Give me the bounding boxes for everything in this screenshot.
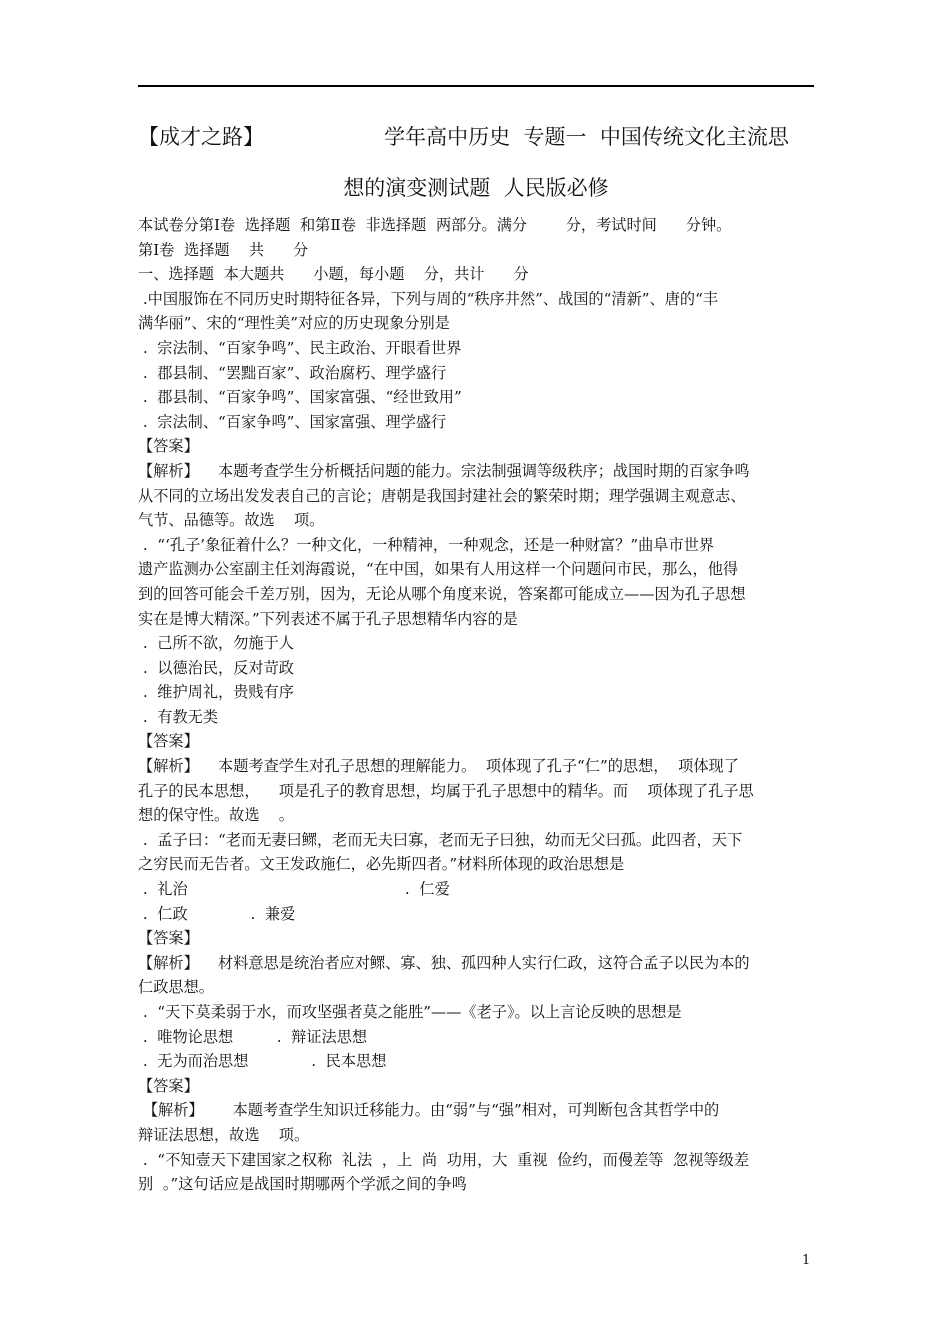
question-2-stem: . “‘孔子’象征着什么？一种文化，一种精神，一种观念，还是一种财富？”曲阜市世界 (138, 535, 715, 554)
analysis-text: 【解析】 本题考查学生分析概括问题的能力。宗法制强调等级秩序；战国时期的百家争鸣 (138, 461, 750, 480)
question-3-stem: 之穷民而无告者。文王发政施仁，必先斯四者。”材料所体现的政治思想是 (138, 855, 625, 874)
question-5-stem: 别 。”这句话应是战国时期哪两个学派之间的争鸣 (138, 1175, 467, 1194)
question-1-stem: 满华丽”、宋的“理性美”对应的历史现象分别是 (138, 314, 450, 333)
analysis-text: 想的保守性。故选 。 (138, 806, 294, 825)
analysis-text: 从不同的立场出发发表自己的言论；唐朝是我国封建社会的繁荣时期；理学强调主观意志、 (138, 486, 746, 505)
question-4-option: . 唯物论思想 . 辩证法思想 (138, 1027, 368, 1046)
page-number: 1 (802, 1253, 811, 1268)
answer-label: 【答案】 (138, 929, 199, 948)
analysis-text: 仁政思想。 (138, 978, 214, 997)
header-rule (138, 85, 814, 87)
question-5-stem: . “不知壹天下建国家之权称 礼法 ，上 尚 功用，大 重视 俭约，而僈差等 忽视等级差 (138, 1150, 750, 1169)
analysis-text: 【解析】 材料意思是统治者应对鳏、寡、独、孤四种人实行仁政，这符合孟子以民为本的 (138, 953, 750, 972)
question-2-option: . 以德治民，反对苛政 (138, 658, 294, 677)
question-1-option: . 郡县制、“罢黜百家”、政治腐朽、理学盛行 (138, 363, 447, 382)
question-1-stem: .中国服饰在不同历史时期特征各异，下列与周的“秩序井然”、战国的“清新”、唐的“丰 (138, 289, 719, 308)
question-1-option: . 宗法制、“百家争鸣”、国家富强、理学盛行 (138, 412, 447, 431)
question-2-stem: 到的回答可能会千差万别，因为，无论从哪个角度来说，答案都可能成立——因为孔子思想 (138, 584, 746, 603)
question-2-option: . 有教无类 (138, 707, 219, 726)
document-body (138, 213, 814, 1197)
analysis-text: 【解析】 本题考查学生知识迁移能力。由“弱”与“强”相对，可判断包含其哲学中的 (138, 1101, 720, 1120)
question-2-stem: 遗产监测办公室副主任刘海霞说，“在中国，如果有人用这样一个问题问市民，那么，他得 (138, 560, 739, 579)
analysis-text: 辩证法思想，故选 项。 (138, 1125, 310, 1144)
answer-label: 【答案】 (138, 437, 199, 456)
document-title-line-2: 想的演变测试题 人民版必修 (343, 176, 609, 200)
question-3-option: . 仁政 . 兼爱 (138, 904, 296, 923)
analysis-text: 孔子的民本思想， 项是孔子的教育思想，均属于孔子思想中的精华。而 项体现了孔子思 (138, 781, 754, 800)
intro-line: 本试卷分第Ⅰ卷 选择题 和第Ⅱ卷 非选择题 两部分。满分 分，考试时间 分钟。 (138, 216, 732, 234)
section-subheading: 一、选择题 本大题共 小题，每小题 分，共计 分 (138, 265, 529, 284)
question-4-option: . 无为而治思想 . 民本思想 (138, 1052, 387, 1071)
question-4-stem: . “天下莫柔弱于水，而攻坚强者莫之能胜”——《老子》。以上言论反映的思想是 (138, 1003, 682, 1021)
question-1-option: . 郡县制、“百家争鸣”、国家富强、“经世致用” (138, 388, 462, 407)
analysis-text: 【解析】 本题考查学生对孔子思想的理解能力。 项体现了孔子“仁”的思想， 项体现了 (138, 757, 739, 776)
answer-label: 【答案】 (138, 732, 199, 751)
document-title-line-1: 【成才之路】 学年高中历史 专题一 中国传统文化主流思 (138, 125, 789, 149)
question-2-stem: 实在是博大精深。”下列表述不属于孔子思想精华内容的是 (138, 609, 518, 628)
question-2-option: . 维护周礼，贵贱有序 (138, 683, 294, 702)
answer-label: 【答案】 (138, 1076, 199, 1095)
question-3-stem: . 孟子曰：“老而无妻曰鳏，老而无夫曰寡，老而无子曰独，幼而无父曰孤。此四者，天下 (138, 830, 743, 849)
question-1-option: . 宗法制、“百家争鸣”、民主政治、开眼看世界 (138, 338, 462, 357)
section-heading: 第Ⅰ卷 选择题 共 分 (138, 240, 309, 259)
question-3-option: . 礼治 . 仁爱 (138, 880, 450, 899)
analysis-text: 气节、品德等。故选 项。 (138, 511, 325, 530)
question-2-option: . 己所不欲，勿施于人 (138, 634, 294, 653)
